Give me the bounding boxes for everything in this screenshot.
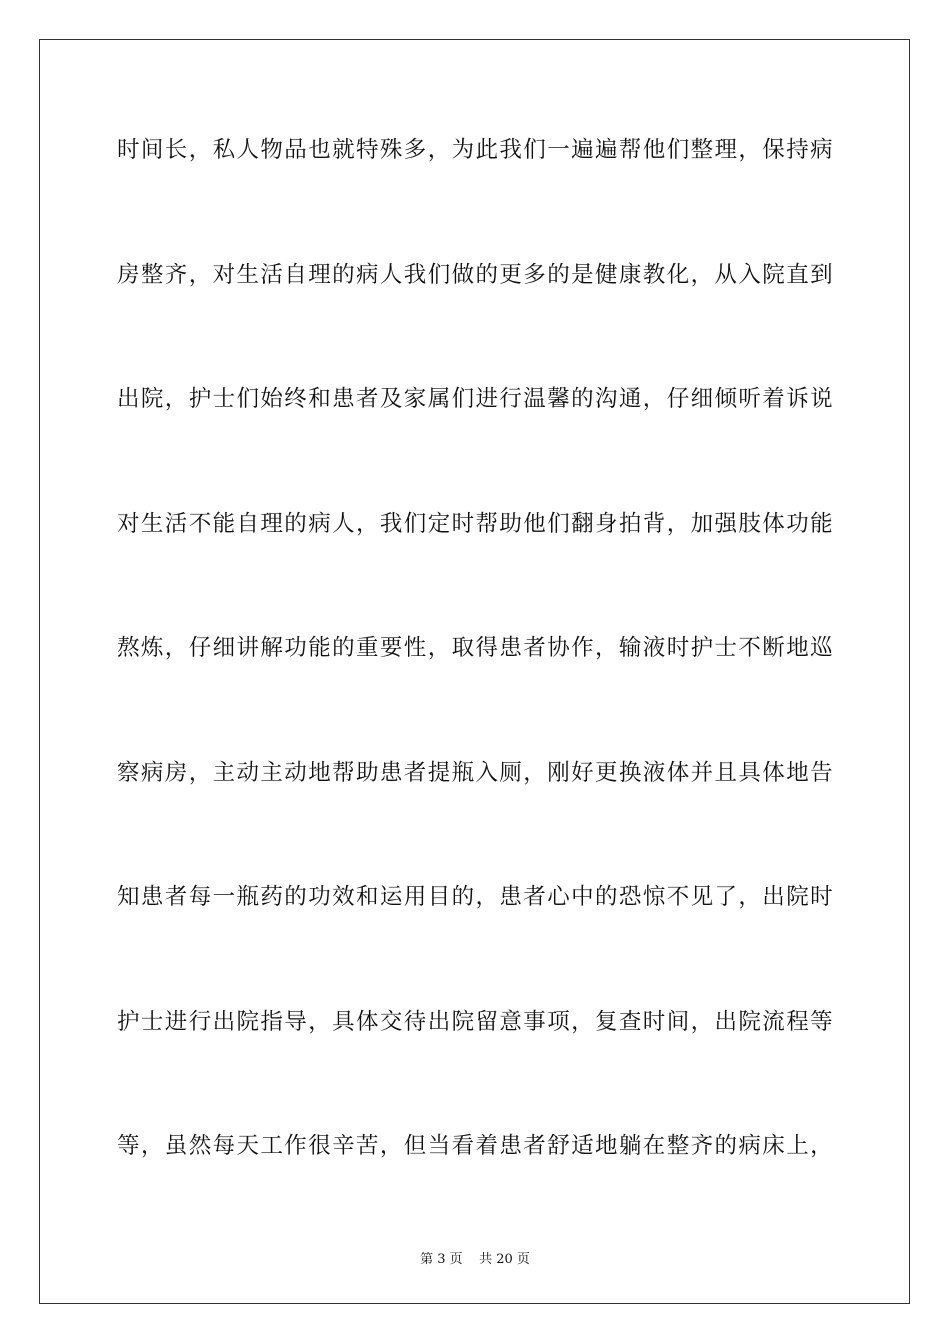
text-line-1: 时间长，私人物品也就特殊多，为此我们一遍遍帮他们整理，保持病 [117, 137, 835, 163]
text-line-8: 护士进行出院指导，具体交待出院留意事项，复查时间，出院流程等 [117, 1008, 835, 1035]
text-line-4: 对生活不能自理的病人，我们定时帮助他们翻身拍背，加强肢体功能 [117, 510, 835, 537]
text-line-9: 等，虽然每天工作很辛苦，但当看着患者舒适地躺在整齐的病床上， [117, 1133, 835, 1159]
text-line-2: 房整齐，对生活自理的病人我们做的更多的是健康教化，从入院直到 [117, 261, 835, 288]
text-line-5: 熬炼，仔细讲解功能的重要性，取得患者协作，输液时护士不断地巡 [117, 635, 835, 661]
document-body [117, 128, 837, 1249]
text-line-3: 出院，护士们始终和患者及家属们进行温馨的沟通，仔细倾听着诉说 [117, 386, 835, 412]
text-line-7: 知患者每一瓶药的功效和运用目的，患者心中的恐惊不见了，出院时 [117, 884, 835, 910]
page-number-footer: 第 3 页 共 20 页 [420, 1252, 530, 1267]
text-line-6: 察病房，主动主动地帮助患者提瓶入厕，刚好更换液体并且具体地告 [117, 759, 835, 786]
